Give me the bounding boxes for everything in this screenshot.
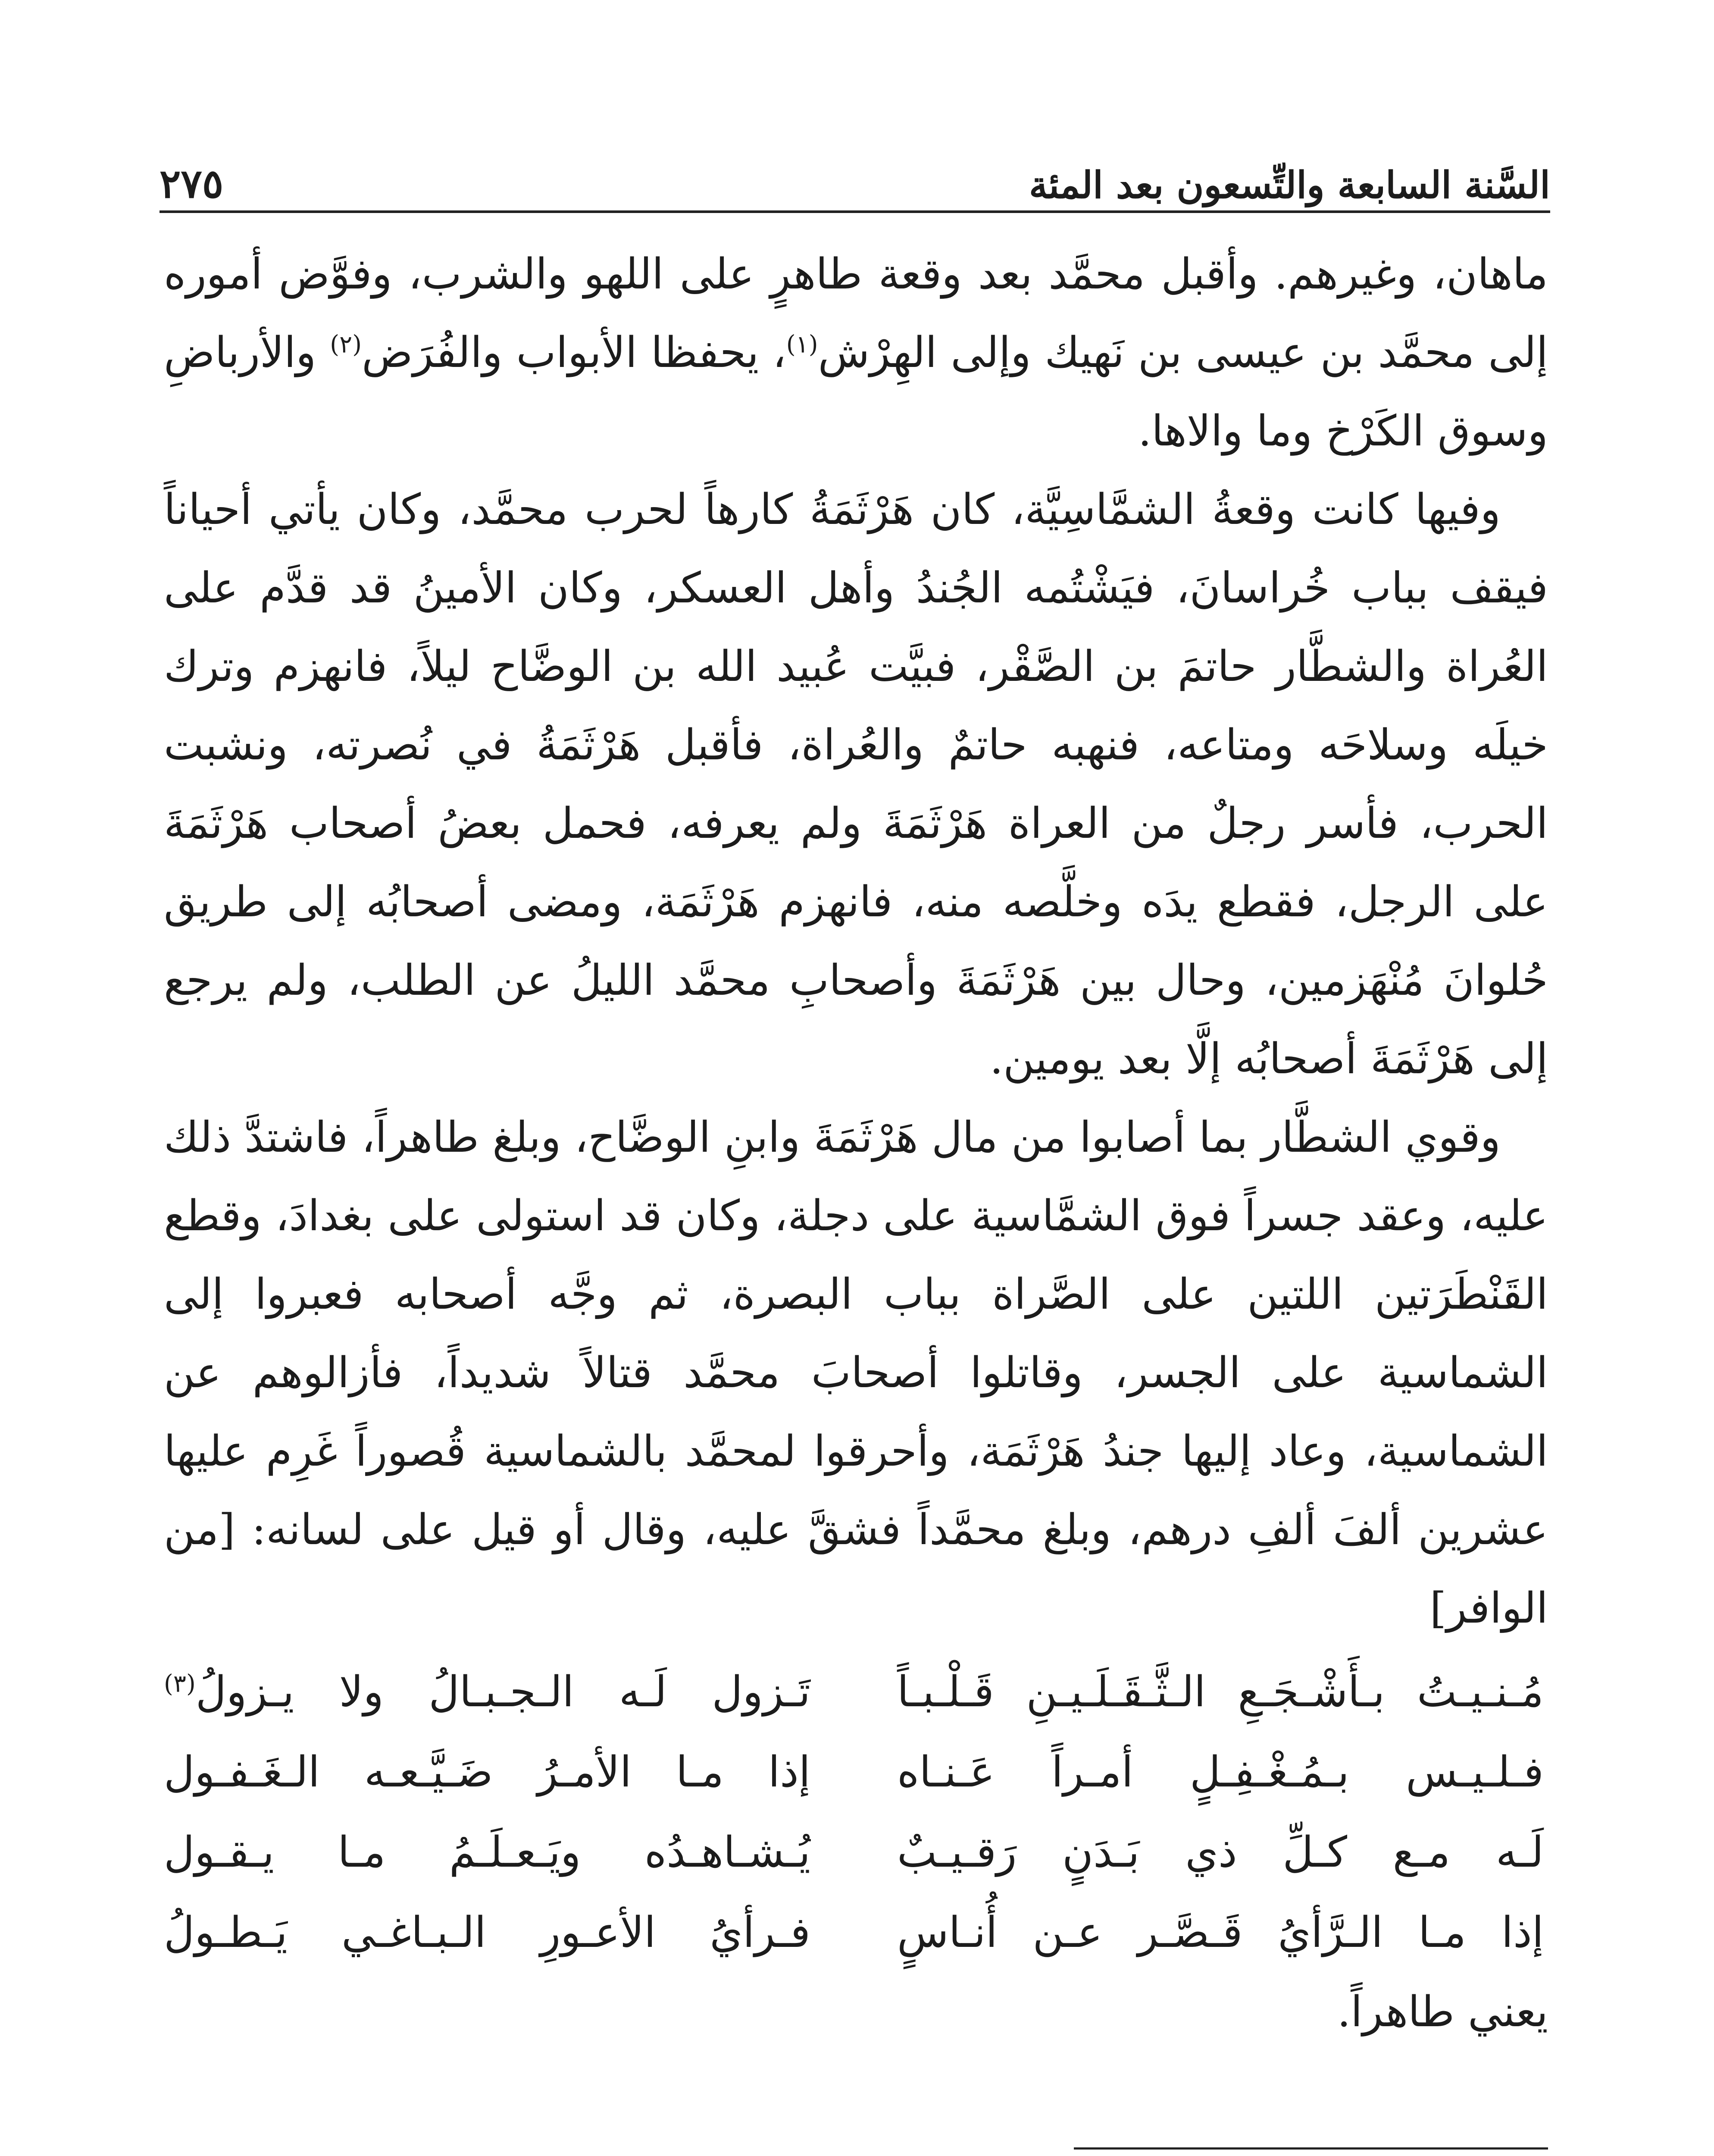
verse-first-hemistich: مُـنـيـتُ بـأَشْـجَـعِ الـثَّـقَـلَـيـنِ قَـلْـبـاً: [897, 1667, 1544, 1717]
verse-line: [164, 1893, 1548, 1973]
verse-line: [164, 1732, 1548, 1812]
footnote-ref-3[interactable]: (٣): [164, 1670, 196, 1698]
verse-line: [164, 1812, 1548, 1893]
verse-second-text: تَـزول لَـه الـجـبـالُ ولا يـزولُ: [195, 1667, 810, 1717]
paragraph-3: وقوي الشطَّار بما أصابوا من مال هَرْثَمَةَ وابنِ الوضَّاح، وبلغ طاهراً، فاشتدَّ ذلك عليه، وعقد جسراً فوق الشمَّاسية على دجلة، وكان قد استولى على بغدادَ، وقطع القَنْطَرَتين اللتين على الصَّراة بباب البصرة، ثم وجَّه أصحابه فعبروا إلى الشماسية على الجسر، وقاتلوا أصحابَ محمَّد قتالاً شديداً، فأزالوهم عن الشماسية، وعاد إليها جندُ هَرْثَمَة، وأحرقوا لمحمَّد بالشماسية قُصوراً غَرِم عليها عشرين ألفَ ألفِ درهم، وبلغ محمَّداً فشقَّ عليه، وقال أو قيل على لسانه: [من الوافر]: [164, 1113, 1548, 1633]
page-number: ٢٧٥: [160, 160, 224, 207]
paragraph-1-part-a: ماهان، وغيرهم. وأقبل محمَّد بعد وقعة طاهرٍ على اللهو والشرب، وفوَّض أموره إلى محمَّد بن عيسى بن نَهيك وإلى الهِرْش: [164, 250, 1548, 377]
verse-first-hemistich: فـلـيـس بـمُـغْـفِـلٍ أمـراً عَـنـاه: [897, 1748, 1544, 1797]
running-header: [160, 142, 1550, 207]
running-title: السَّنة السابعة والتِّسعون بعد المئة: [1029, 163, 1550, 207]
poem: [164, 1652, 1548, 1973]
verse-second-hemistich: يُـشـاهـدُه ويَـعـلَـمُ مـا يـقـول: [164, 1828, 810, 1877]
verse-second-hemistich: [164, 1653, 810, 1731]
footnote-ref-2[interactable]: (٢): [330, 330, 362, 359]
verse-first-hemistich: إذا مـا الـرَّأيُ قَـصَّـر عـن أُنـاسٍ: [897, 1908, 1544, 1957]
closing-line: يعني طاهراً.: [1337, 1987, 1548, 2037]
verse-second-hemistich: فـرأيُ الأعـورِ الـبـاغـي يَـطـولُ: [164, 1908, 810, 1957]
verse-line: [164, 1652, 1548, 1732]
verse-first-hemistich: لَـه مـع كـلِّ ذي بَـدَنٍ رَقـيـبٌ: [897, 1828, 1544, 1877]
verse-second-hemistich: إذا مـا الأمـرُ ضَـيَّـعـه الـغَـفـول: [164, 1748, 810, 1797]
main-text: [164, 235, 1548, 2051]
footnote-rule: [1074, 2147, 1548, 2150]
footnote-ref-1[interactable]: (١): [786, 330, 818, 359]
paragraph-2: وفيها كانت وقعةُ الشمَّاسِيَّة، كان هَرْثَمَةُ كارهاً لحرب محمَّد، وكان يأتي أحياناً فيقف بباب خُراسانَ، فيَشْتُمه الجُندُ وأهل العسكر، وكان الأمينُ قد قدَّم على العُراة والشطَّار حاتمَ بن الصَّقْر، فبيَّت عُبيد الله بن الوضَّاح ليلاً، فانهزم وترك خيلَه وسلاحَه ومتاعه، فنهبه حاتمٌ والعُراة، فأقبل هَرْثَمَةُ في نُصرته، ونشبت الحرب، فأسر رجلٌ من العراة هَرْثَمَةَ ولم يعرفه، فحمل بعضُ أصحاب هَرْثَمَةَ على الرجل، فقطع يدَه وخلَّصه منه، فانهزم هَرْثَمَة، ومضى أصحابُه إلى طريق حُلوانَ مُنْهَزمين، وحال بين هَرْثَمَةَ وأصحابِ محمَّد الليلُ عن الطلب، ولم يرجع إلى هَرْثَمَةَ أصحابُه إلَّا بعد يومين.: [164, 485, 1548, 1084]
paragraph-1-part-b: ، يحفظا الأبواب والفُرَض: [362, 328, 786, 377]
header-rule: [160, 210, 1550, 213]
paragraph-1-part-c: والأرباضِ وسوق الكَرْخ وما والاها.: [164, 328, 1548, 456]
paragraph-1: [164, 235, 1548, 470]
